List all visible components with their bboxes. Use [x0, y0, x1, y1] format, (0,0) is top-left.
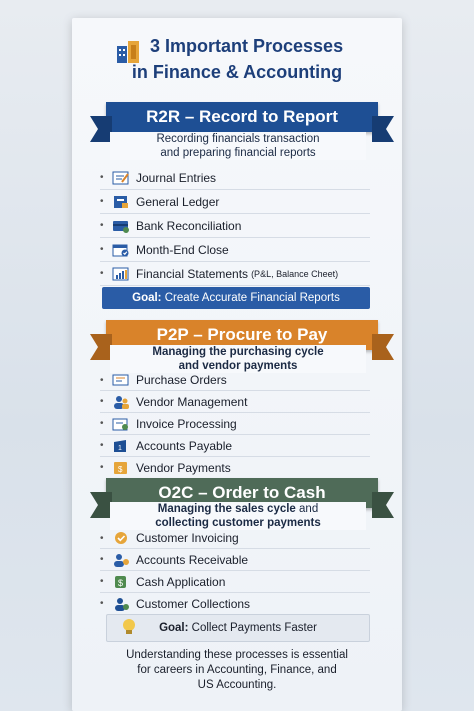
p2p-item-label: Vendor Management	[136, 394, 248, 409]
r2r-ribbon-label: R2R – Record to Report	[146, 107, 338, 126]
ribbon-tail-left	[90, 116, 112, 142]
r2r-item-label: General Ledger	[136, 194, 220, 209]
r2r-item-note: (P&L, Balance Cheet)	[251, 268, 339, 279]
p2p-list	[100, 370, 370, 478]
footer-line3: US Accounting.	[197, 679, 277, 691]
o2c-subtitle-bold: Managing the sales cycle	[157, 503, 296, 515]
svg-text:$: $	[118, 577, 124, 588]
purchase-order-icon	[112, 373, 130, 387]
list-item: • Customer Collections	[100, 596, 251, 611]
building-chart-icon	[116, 38, 142, 64]
r2r-subtitle	[110, 132, 366, 160]
r2r-list	[100, 166, 370, 286]
svg-text:$: $	[118, 464, 123, 474]
ribbon-tail-right	[372, 334, 394, 360]
bank-card-icon	[112, 219, 130, 233]
goal-text: Create Accurate Financial Reports	[164, 292, 340, 304]
list-item: • $ Vendor Payments	[100, 460, 231, 475]
r2r-subtitle-line1: Recording financials transaction	[156, 133, 320, 145]
p2p-subtitle-line2: and vendor payments	[178, 360, 298, 372]
p2p-item-label: Accounts Payable	[136, 438, 233, 453]
list-item: • Journal Entries	[100, 166, 370, 190]
p2p-subtitle	[110, 345, 366, 373]
footer-line1: Understanding these processes is essential	[126, 649, 348, 661]
list-item: • Purchase Orders	[100, 370, 370, 391]
o2c-item-label: Customer Collections	[136, 596, 251, 611]
page-title-line2: in Finance & Accounting	[131, 62, 343, 82]
list-item: • Month-End Close	[100, 238, 370, 262]
payment-icon	[112, 461, 130, 475]
o2c-item-label: Cash Application	[136, 574, 226, 589]
goal-text: Collect Payments Faster	[191, 622, 317, 634]
r2r-item-label: Bank Reconciliation	[136, 218, 242, 233]
o2c-list	[100, 528, 370, 614]
p2p-item-label: Vendor Payments	[136, 460, 231, 475]
invoice-icon	[112, 417, 130, 431]
o2c-item-label: Customer Invoicing	[136, 531, 239, 545]
r2r-ribbon	[106, 102, 378, 132]
list-item: • Accounts Receivable	[100, 549, 370, 571]
ribbon-tail-right	[372, 116, 394, 142]
r2r-item-label: Month-End Close	[136, 242, 229, 257]
r2r-item-label: Financial Statements	[136, 266, 249, 281]
r2r-goal-banner	[102, 287, 370, 309]
o2c-subtitle-light: and	[299, 503, 319, 515]
goal-prefix: Goal:	[132, 292, 162, 304]
p2p-subtitle-line1: Managing the purchasing cycle	[152, 346, 324, 358]
o2c-goal-banner	[106, 614, 370, 642]
list-item: • Customer Invoicing	[100, 528, 370, 549]
page-title-line1: 3 Important Processes	[150, 36, 344, 56]
ribbon-tail-left	[90, 492, 112, 518]
list-item: • Financial Statements (P&L, Balance Cheet)	[100, 262, 370, 286]
ledger-icon	[112, 195, 130, 209]
customer-icon	[112, 597, 130, 611]
vendor-people-icon	[112, 395, 130, 409]
lightbulb-icon	[121, 618, 137, 636]
journal-icon	[112, 171, 130, 185]
calendar-check-icon	[112, 243, 130, 257]
svg-text:1: 1	[118, 444, 122, 452]
footer-line2: for careers in Accounting, Finance, and	[137, 664, 337, 676]
bar-chart-icon	[112, 267, 130, 281]
list-item: • Bank Reconciliation	[100, 214, 370, 238]
o2c-ribbon-label: O2C – Order to Cash	[158, 483, 326, 502]
o2c-subtitle	[110, 502, 366, 530]
receivable-icon	[112, 553, 130, 567]
list-item: • Vendor Management	[100, 391, 370, 413]
o2c-item-label: Accounts Receivable	[136, 552, 249, 567]
ribbon-tail-left	[90, 334, 112, 360]
footer-note	[92, 648, 382, 693]
o2c-subtitle-line2: collecting customer payments	[155, 517, 321, 529]
ribbon-tail-right	[372, 492, 394, 518]
infographic-card	[72, 18, 402, 711]
goal-prefix: Goal:	[159, 622, 189, 634]
list-item: • $ Cash Application	[100, 571, 370, 593]
check-circle-icon	[112, 531, 130, 545]
dollar-icon	[112, 575, 130, 589]
p2p-item-label: Invoice Processing	[136, 416, 237, 431]
list-item: • 1 Accounts Payable	[100, 435, 370, 457]
p2p-ribbon-label: P2P – Procure to Pay	[156, 325, 328, 344]
r2r-subtitle-line2: and preparing financial reports	[160, 147, 316, 159]
accounts-payable-icon	[112, 439, 130, 453]
r2r-item-label: Journal Entries	[136, 170, 217, 185]
p2p-item-label: Purchase Orders	[136, 373, 227, 387]
list-item: • Invoice Processing	[100, 413, 370, 435]
list-item: • General Ledger	[100, 190, 370, 214]
